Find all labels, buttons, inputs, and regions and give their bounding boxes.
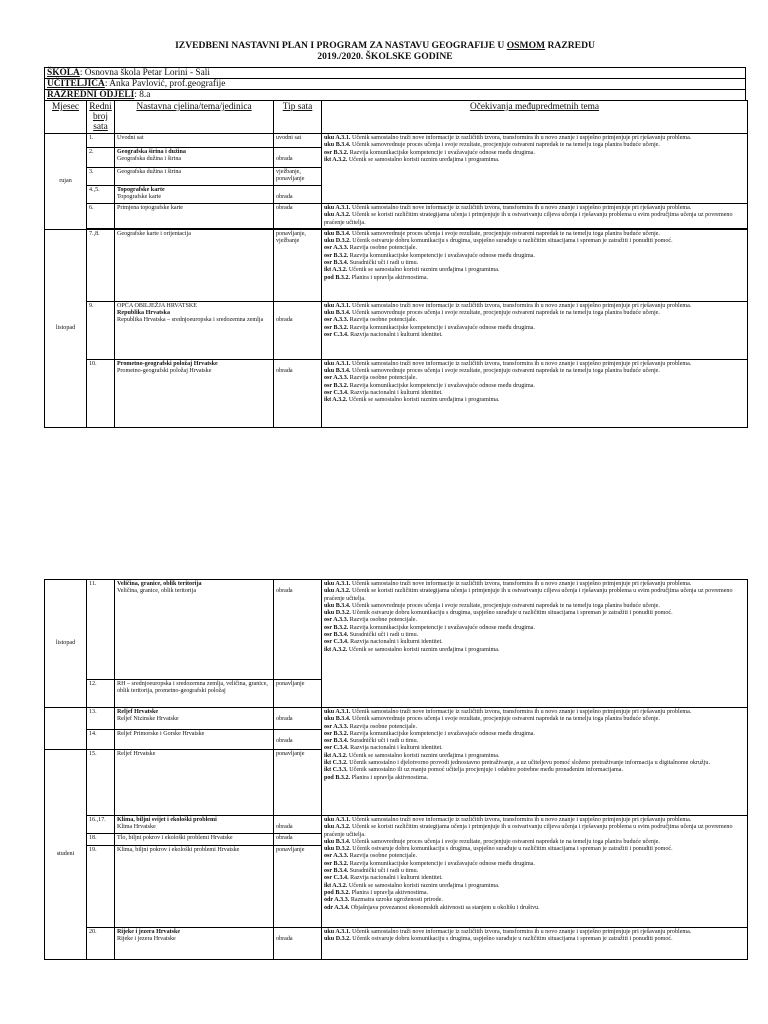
outcome-text: Suradnički uči i radi u timu. [348,260,419,267]
lesson-type: obrada [274,301,322,359]
outcome-code: osr C.3.4. [324,332,349,339]
lesson-no: 16.,17. [87,816,115,834]
outcome-text: Razvija osobne potencijale. [348,245,417,252]
month-cell: listopad [45,580,87,708]
outcome-line [324,817,745,824]
school-label: ŠKOLA [47,68,80,78]
lesson-unit: Primjena topografske karte [115,204,274,229]
outcomes-cell [322,301,748,359]
outcome-line [324,361,745,368]
col-unit: Nastavna cjelina/tema/jedinica [115,101,274,134]
outcome-code: uku B.3.4. [324,602,351,609]
plan-table-2 [44,579,748,960]
outcome-line [324,212,745,227]
lesson-type: ponavljanje [274,750,322,816]
outcome-code: uku D.3.2. [324,935,351,942]
outcome-code: ikt C.3.3. [324,767,348,774]
outcome-text: Učenik ostvaruje dobru komunikaciju s drugima, uspješno surađuje u različitim situacijama i spreman je zatražiti i ponuditi pomoć. [350,238,673,245]
outcome-line [324,303,745,310]
outcome-line [324,625,745,632]
outcome-code: osr A.3.3. [324,617,349,624]
outcome-code: ikt A.3.2. [324,397,348,404]
outcome-code: osr B.3.4. [324,738,349,745]
lesson-no: 13. [87,708,115,730]
outcome-text: Učenik se samostalno koristi raznim uređajima i programima. [347,752,500,759]
table-row [45,229,748,301]
outcomes-cell [322,708,748,816]
outcome-code: uku A.3.1. [324,928,351,935]
outcome-text: Učenik samostalno traži nove informacije iz različitih izvora, transformira ih u novo znanje i uspješno primjenjuje pri rješavanju problema. [350,709,692,715]
outcome-code: odr A.3.3. [324,897,350,904]
outcome-code: odr A.3.4. [324,904,350,911]
outcome-line [324,275,745,282]
outcome-code: uku A.3.1. [324,205,351,211]
col-outcomes: Očekivanja međupredmetnih tema [322,101,748,134]
outcomes-cell [322,359,748,427]
outcome-code: ikt A.3.2. [324,156,348,163]
lesson-unit: Tlo, biljni pokrov i ekološki problemi Hrvatske [115,833,274,845]
outcome-line [324,317,745,324]
class-row: RAZREDNI ODJELI: 8.a [44,89,746,101]
outcome-line [324,868,745,875]
lesson-no: 9. [87,301,115,359]
outcome-text: Razvija komunikacijske kompetencije i uvažavajuće odnose među drugima. [348,860,535,867]
outcome-text: Razvija osobne potencijale. [348,853,417,860]
outcome-text: Suradnički uči i radi u timu. [348,868,419,875]
outcome-code: osr C.3.4. [324,390,349,397]
outcome-text: Učenik samovrednuje proces učenja i svoje rezultate, procjenjuje ostvareni napredak te na temelju toga planira buduće učenje. [350,310,660,317]
outcome-line [324,260,745,267]
outcome-code: osr C.3.4. [324,639,349,646]
outcome-code: ikt C.3.2. [324,760,348,767]
outcome-code: uku B.3.4. [324,838,351,845]
outcomes-cell [322,580,748,708]
outcomes-cell [322,204,748,229]
outcome-code: osr B.3.4. [324,260,349,267]
outcome-line [324,647,745,654]
lesson-no: 10. [87,359,115,427]
outcome-line [324,639,745,646]
col-month: Mjesec [45,101,87,134]
lesson-unit: Topografske karte Topografske karte [115,186,274,204]
table-row [45,204,748,229]
outcome-line [324,846,745,853]
lesson-no: 19. [87,845,115,927]
outcome-text: Učenik se samostalno koristi raznim uređajima i programima. [347,267,500,274]
outcome-text: Razvija nacionalni i kulturni identitet. [348,390,443,397]
lesson-type: obrada [274,708,322,730]
plan-table-1 [44,100,748,428]
outcome-text: Razmatra uzroke ugroženosti prirode. [349,897,443,904]
lesson-no: 15. [87,750,115,816]
outcome-line [324,238,745,245]
outcome-code: osr C.3.4. [324,745,349,752]
outcome-text: Razvija komunikacijske kompetencije i uvažavajuće odnose među drugima. [348,730,535,737]
outcome-code: uku A.3.2. [324,212,351,219]
outcome-text: Učenik samostalno traži nove informacije iz različitih izvora, transformira ih u novo znanje i uspješno primjenjuje pri rješavanju problema. [350,928,692,935]
outcome-text: Razvija komunikacijske kompetencije i uvažavajuće odnose među drugima. [348,624,535,631]
lesson-unit: Geografska dužina i širina [115,168,274,186]
outcome-code: uku D.3.2. [324,238,351,245]
outcome-text: Učenik samovrednuje proces učenja i svoje rezultate, procjenjuje ostvareni napredak te na temelju toga planira buduće učenje. [350,230,660,237]
outcome-text: Razvija osobne potencijale. [348,723,417,730]
outcome-line [324,905,745,912]
outcome-line [324,731,745,738]
outcome-line [324,716,745,723]
outcome-line [324,839,745,846]
outcome-text: Učenik samovrednuje proces učenja i svoje rezultate, procjenjuje ostvareni napredak te na temelju toga planira buduće učenje. [350,716,660,723]
outcome-line [324,738,745,745]
lesson-unit: Geografska širina i dužina Geografska dužina i širina [115,148,274,168]
outcome-code: osr A.3.3. [324,375,349,382]
lesson-no: 4.,5. [87,186,115,204]
outcome-code: ikt A.3.2. [324,882,348,889]
col-lesson-no: Redni broj sata [87,101,115,134]
outcome-text: Objašnjava povezanost ekonomskih aktivnosti sa stanjem u okolišu i društvu. [349,904,540,911]
lesson-type: ponavljanje [274,680,322,708]
lesson-no: 20. [87,927,115,959]
month-cell: listopad [45,229,87,427]
outcome-line [324,890,745,897]
outcome-code: osr B.3.2. [324,860,349,867]
outcome-text: Razvija komunikacijske kompetencije i uvažavajuće odnose među drugima. [348,382,535,389]
outcome-text: Razvija osobne potencijale. [348,617,417,624]
outcome-text: Razvija komunikacijske kompetencije i uvažavajuće odnose među drugima. [348,324,535,331]
outcome-code: osr B.3.4. [324,868,349,875]
outcome-text: Učenik se koristi različitim strategijama učenja i primjenjuje ih u ostvarivanju ciljeva učenja i rješavanju problema u svim područjima učenja uz povremeno praćenje učitelja. [324,212,733,226]
outcome-code: uku A.3.1. [324,817,351,823]
lesson-no: 18. [87,833,115,845]
outcome-code: uku B.3.4. [324,368,351,375]
lesson-type: obrada [274,186,322,204]
outcome-line [324,775,745,782]
outcome-line [324,745,745,752]
lesson-type: obrada [274,359,322,427]
outcome-line [324,135,745,142]
outcome-line [324,824,745,839]
outcome-line [324,267,745,274]
outcome-line [324,709,745,716]
class-label: RAZREDNI ODJELI [47,90,135,100]
document-title-line-1: IZVEDBENI NASTAVNI PLAN I PROGRAM ZA NASTAVU GEOGRAFIJE U OSMOM RAZREDU [175,40,595,51]
outcome-line [324,245,745,252]
table-row [45,301,748,359]
outcome-code: ikt A.3.2. [324,267,348,274]
outcome-code: pod B.3.2. [324,774,351,781]
outcome-code: osr B.3.2. [324,730,349,737]
lesson-no: 3. [87,168,115,186]
outcome-line [324,853,745,860]
outcome-code: uku A.3.1. [324,135,351,141]
outcome-text: Učenik se koristi različitim strategijama učenja i primjenjuje ih u ostvarivanju ciljeva učenja i rješavanju problema u svim područjima učenja uz povremeno praćenje učitelja. [324,824,733,838]
outcome-line [324,310,745,317]
table-row [45,927,748,959]
lesson-type: obrada [274,204,322,229]
outcome-code: ikt A.3.2. [324,752,348,759]
outcome-line [324,325,745,332]
outcome-line [324,617,745,624]
outcome-code: ikt A.3.2. [324,646,348,653]
lesson-type: obrada [274,148,322,168]
outcome-line [324,929,745,936]
outcome-line [324,375,745,382]
lesson-unit: Geografske karte i orijentacija [115,229,274,301]
outcome-line [324,150,745,157]
outcomes-cell [322,927,748,959]
outcomes-cell [322,134,748,204]
outcome-code: uku A.3.2. [324,588,351,595]
outcome-code: osr B.3.2. [324,324,349,331]
outcome-text: Učenik se koristi različitim strategijama učenja i primjenjuje ih u ostvarivanju ciljeva učenja i rješavanju problema u svim područjima učenja uz povremeno praćenje učitelja. [324,588,733,602]
outcome-line [324,390,745,397]
outcome-text: Učenik samovrednuje proces učenja i svoje rezultate, procjenjuje ostvareni napredak te na temelju toga planira buduće učenje. [350,368,660,375]
outcome-line [324,875,745,882]
month-cell: studeni [45,750,87,960]
lesson-type: ponavljanje, vježbanje [274,229,322,301]
teacher-label: UČITELJICA [47,79,105,89]
outcome-code: osr C.3.4. [324,875,349,882]
lesson-no: 1. [87,134,115,148]
outcome-code: uku B.3.4. [324,230,351,237]
table-header-row [45,101,748,134]
month-cell: rujan [45,134,87,230]
lesson-unit: Reljef Hrvatske Reljef Nizinske Hrvatske [115,708,274,730]
outcome-line [324,767,745,774]
teacher-row: UČITELJICA: Anka Pavlović, prof.geografije [44,78,746,90]
outcome-code: osr B.3.2. [324,382,349,389]
outcome-line [324,610,745,617]
outcome-line [324,588,745,603]
outcome-code: uku A.3.1. [324,709,351,715]
lesson-type: vježbanje, ponavljanje [274,168,322,186]
table-row [45,708,748,730]
outcome-text: Planira i upravlja aktivnostima. [350,889,429,896]
outcome-text: Učenik ostvaruje dobru komunikaciju s drugima, uspješno surađuje u različitim situacijama i spreman je zatražiti i ponuditi pomoć. [350,935,673,942]
outcome-text: Planira i upravlja aktivnostima. [350,274,429,281]
outcome-line [324,936,745,943]
outcome-text: Razvija nacionalni i kulturni identitet. [348,745,443,752]
outcome-line [324,897,745,904]
outcome-line [324,205,745,212]
lesson-type: obrada [274,927,322,959]
lesson-no: 6. [87,204,115,229]
month-cell [45,708,87,750]
outcome-code: osr A.3.3. [324,723,349,730]
outcome-text: Razvija osobne potencijale. [348,317,417,324]
outcome-line [324,861,745,868]
table-row [45,816,748,834]
outcome-code: uku B.3.4. [324,310,351,317]
lesson-no: 7.,8. [87,229,115,301]
outcome-code: osr B.3.2. [324,624,349,631]
outcome-text: Planira i upravlja aktivnostima. [350,774,429,781]
lesson-unit: Rijeke i jezera Hrvatske Rijeke i jezera Hrvatske [115,927,274,959]
outcome-code: uku A.3.1. [324,302,351,309]
outcome-code: uku A.3.1. [324,360,351,367]
table-row [45,359,748,427]
outcome-code: uku A.3.1. [324,581,351,587]
outcome-line [324,231,745,238]
outcome-code: uku D.3.2. [324,610,351,617]
lesson-unit: Reljef Primorske i Gorske Hrvatske [115,730,274,750]
outcome-text: Razvija nacionalni i kulturni identitet. [348,639,443,646]
lesson-no: 11. [87,580,115,680]
lesson-unit: Uvodni sat [115,134,274,148]
outcome-text: Učenik se samostalno koristi raznim uređajima i programima. [347,882,500,889]
outcome-text: Razvija komunikacijske kompetencije i uvažavajuće odnose među drugima. [348,252,535,259]
outcome-text: Učenik ostvaruje dobru komunikaciju s drugima, uspješno surađuje u različitim situacijama i spreman je zatražiti i ponuditi pomoć. [350,846,673,853]
outcome-line [324,883,745,890]
outcome-text: Učenik ostvaruje dobru komunikaciju s drugima, uspješno surađuje u različitim situacijama i spreman je zatražiti i ponuditi pomoć. [350,610,673,617]
table-row [45,134,748,148]
outcome-text: Učenik samovrednuje proces učenja i svoje rezultate, procjenjuje ostvareni napredak te na temelju toga planira buduće učenje. [350,602,660,609]
outcome-line [324,581,745,588]
outcome-text: Razvija nacionalni i kulturni identitet. [348,875,443,882]
lesson-unit: RH – srednjoeuropska i sredozemna zemlja, veličina, granice, oblik teritorija, prometno-geografski položaj [115,680,274,708]
outcome-text: Učenik se samostalno koristi raznim uređajima i programima. [347,397,500,404]
outcome-text: Učenik samostalno i djelotvorno provodi jednostavno pretraživanje, a uz učiteljevu pomoć složeno pretraživanje informacija u digitalnome okružju. [347,760,710,767]
outcome-line [324,603,745,610]
outcome-code: osr B.3.2. [324,252,349,259]
outcome-code: uku B.3.4. [324,716,351,723]
outcome-code: osr B.3.4. [324,632,349,639]
outcome-code: pod B.3.2. [324,889,351,896]
outcome-text: Učenik samovrednuje proces učenja i svoje rezultate, procjenjuje ostvareni napredak te na temelju toga planira buduće učenje. [350,142,660,149]
document-title-line-2: 2019./2020. ŠKOLSKE GODINE [317,51,453,62]
outcome-line [324,632,745,639]
outcome-code: osr A.3.3. [324,245,349,252]
outcome-text: Učenik samovrednuje proces učenja i svoje rezultate, procjenjuje ostvareni napredak te na temelju toga planira buduće učenje. [350,838,660,845]
outcome-code: osr A.3.3. [324,853,349,860]
outcome-code: uku A.3.2. [324,824,351,831]
school-row: ŠKOLA: Osnovna škola Petar Lorini - Sali [44,67,746,79]
lesson-unit: Veličina, granice, oblik teritorija Veličina, granice, oblik teritorija [115,580,274,680]
lesson-type: obrada [274,833,322,845]
lesson-unit: Prometno-geografski položaj Hrvatske Prometno-geografski položaj Hrvatske [115,359,274,427]
lesson-type: obrada [274,730,322,750]
lesson-no: 2. [87,148,115,168]
outcome-line [324,753,745,760]
lesson-unit: Klima, biljni pokrov i ekološki problemi Hrvatske [115,845,274,927]
outcome-text: Učenik se samostalno koristi raznim uređajima i programima. [347,156,500,163]
outcome-line [324,142,745,149]
outcome-code: osr B.3.2. [324,149,349,156]
lesson-type: obrada [274,580,322,680]
outcome-text: Učenik samostalno traži nove informacije iz različitih izvora, transformira ih u novo znanje i uspješno primjenjuje pri rješavanju problema. [350,360,692,367]
outcome-text: Učenik samostalno traži nove informacije iz različitih izvora, transformira ih u novo znanje i uspješno primjenjuje pri rješavanju problema. [350,205,692,211]
outcome-code: pod B.3.2. [324,274,351,281]
outcome-text: Učenik samostalno ili uz manju pomoć učitelja procjenjuje i odabire potrebne među pronađenim informacijama. [347,767,624,774]
outcome-line [324,383,745,390]
outcome-text: Učenik samostalno traži nove informacije iz različitih izvora, transformira ih u novo znanje i uspješno primjenjuje pri rješavanju problema. [350,135,692,141]
outcome-line [324,332,745,339]
outcome-text: Učenik samostalno traži nove informacije iz različitih izvora, transformira ih u novo znanje i uspješno primjenjuje pri rješavanju problema. [350,581,692,587]
outcome-text: Suradnički uči i radi u timu. [348,738,419,745]
outcome-text: Razvija nacionalni i kulturni identitet. [348,332,443,339]
col-type: Tip sata [274,101,322,134]
outcome-text: Učenik se samostalno koristi raznim uređajima i programima. [347,646,500,653]
outcome-line [324,368,745,375]
outcome-line [324,253,745,260]
outcome-line [324,724,745,731]
lesson-type: uvodni sat [274,134,322,148]
lesson-unit: OPĆA OBILJEŽJA HRVATSKE Republika Hrvatska Republika Hrvatska – srednjoeuropska i sredozemna zemlja [115,301,274,359]
outcome-line [324,397,745,404]
outcome-text: Učenik samostalno traži nove informacije iz različitih izvora, transformira ih u novo znanje i uspješno primjenjuje pri rješavanju problema. [350,302,692,309]
table-row [45,580,748,680]
lesson-unit: Klima, biljni svijet i ekološki problemi Klima Hrvatske [115,816,274,834]
lesson-type: ponavljanje [274,845,322,927]
lesson-no: 12. [87,680,115,708]
outcomes-cell [322,229,748,301]
outcome-text: Suradnički uči i radi u timu. [348,632,419,639]
lesson-no: 14. [87,730,115,750]
outcome-line [324,157,745,164]
outcome-text: Učenik samostalno traži nove informacije iz različitih izvora, transformira ih u novo znanje i uspješno primjenjuje pri rješavanju problema. [350,817,692,823]
outcome-code: uku B.3.4. [324,142,351,149]
lesson-unit: Reljef Hrvatske [115,750,274,816]
outcome-code: uku D.3.2. [324,846,351,853]
lesson-type: obrada [274,816,322,834]
outcome-text: Razvija komunikacijske kompetencije i uvažavajuće odnose među drugima. [348,149,535,156]
outcome-text: Razvija osobne potencijale. [348,375,417,382]
outcome-code: osr A.3.3. [324,317,349,324]
outcomes-cell [322,816,748,928]
